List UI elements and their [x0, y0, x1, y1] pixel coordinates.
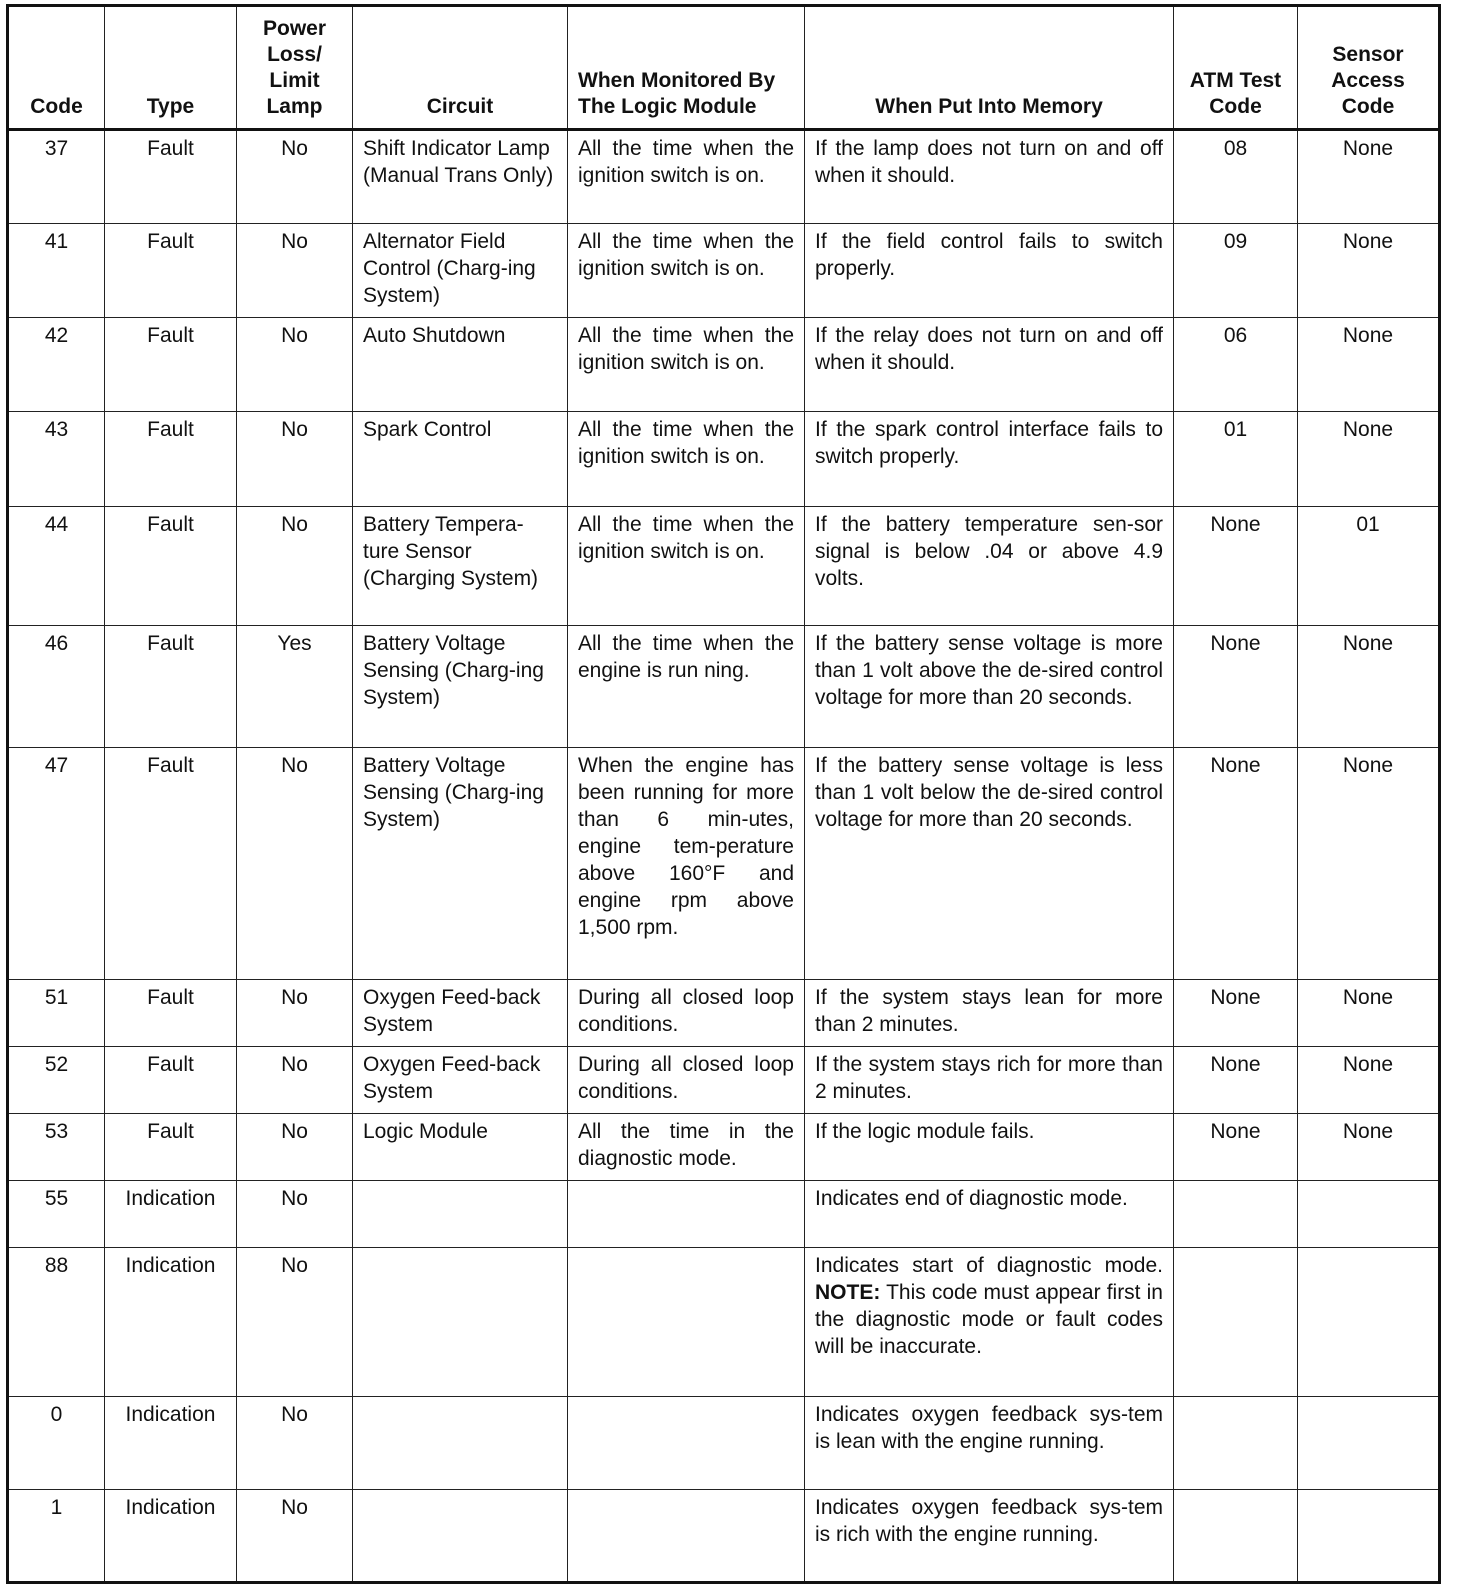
cell-type: Indication: [105, 1489, 237, 1582]
cell-memory: If the logic module fails.: [805, 1114, 1174, 1181]
cell-monitored: [568, 1489, 805, 1582]
header-sensor: Sensor Access Code: [1298, 6, 1440, 130]
cell-memory: Indicates oxygen feedback sys-tem is lean with the engine running.: [805, 1396, 1174, 1489]
header-monitored: When Monitored By The Logic Module: [568, 6, 805, 130]
table-row: [8, 224, 1440, 318]
cell-type: Fault: [105, 1114, 237, 1181]
cell-atm: 08: [1174, 130, 1298, 224]
table-row: [8, 506, 1440, 625]
cell-type: Fault: [105, 1047, 237, 1114]
cell-sensor: None: [1298, 130, 1440, 224]
cell-memory: Indicates end of diagnostic mode.: [805, 1180, 1174, 1247]
cell-circuit: Battery Voltage Sensing (Charg-ing System): [353, 626, 568, 748]
cell-atm: None: [1174, 980, 1298, 1047]
cell-lamp: No: [237, 506, 353, 625]
cell-type: Fault: [105, 506, 237, 625]
cell-atm: [1174, 1489, 1298, 1582]
cell-circuit: Oxygen Feed-back System: [353, 980, 568, 1047]
cell-sensor: None: [1298, 318, 1440, 412]
cell-lamp: No: [237, 1180, 353, 1247]
cell-atm: [1174, 1247, 1298, 1396]
cell-circuit: [353, 1247, 568, 1396]
cell-type: Fault: [105, 747, 237, 980]
cell-circuit: Spark Control: [353, 412, 568, 506]
cell-code: 1: [8, 1489, 105, 1582]
cell-lamp: No: [237, 1489, 353, 1582]
cell-code: 55: [8, 1180, 105, 1247]
cell-atm: 09: [1174, 224, 1298, 318]
cell-circuit: [353, 1396, 568, 1489]
table-row: [8, 980, 1440, 1047]
table-row: [8, 1047, 1440, 1114]
cell-sensor: 01: [1298, 506, 1440, 625]
cell-memory: If the spark control interface fails to switch properly.: [805, 412, 1174, 506]
cell-memory: If the system stays rich for more than 2 minutes.: [805, 1047, 1174, 1114]
cell-lamp: No: [237, 130, 353, 224]
cell-sensor: [1298, 1180, 1440, 1247]
cell-type: Fault: [105, 318, 237, 412]
cell-memory: If the lamp does not turn on and off when it should.: [805, 130, 1174, 224]
cell-memory: If the field control fails to switch properly.: [805, 224, 1174, 318]
cell-circuit: Auto Shutdown: [353, 318, 568, 412]
cell-memory: If the battery sense voltage is more than 1 volt above the de-sired control voltage for more than 20 seconds.: [805, 626, 1174, 748]
cell-type: Fault: [105, 224, 237, 318]
cell-atm: 01: [1174, 412, 1298, 506]
cell-code: 88: [8, 1247, 105, 1396]
cell-monitored: [568, 1180, 805, 1247]
cell-circuit: Logic Module: [353, 1114, 568, 1181]
cell-monitored: All the time when the ignition switch is on.: [568, 224, 805, 318]
table-body: [8, 130, 1440, 1583]
cell-code: 42: [8, 318, 105, 412]
cell-monitored: All the time when the ignition switch is on.: [568, 506, 805, 625]
cell-code: 41: [8, 224, 105, 318]
cell-type: Fault: [105, 980, 237, 1047]
fault-code-table: [6, 4, 1441, 1584]
cell-code: 46: [8, 626, 105, 748]
cell-memory: If the relay does not turn on and off when it should.: [805, 318, 1174, 412]
table-row: [8, 1396, 1440, 1489]
cell-type: Indication: [105, 1180, 237, 1247]
cell-type: Indication: [105, 1247, 237, 1396]
cell-monitored: During all closed loop conditions.: [568, 980, 805, 1047]
cell-sensor: None: [1298, 412, 1440, 506]
cell-monitored: All the time when the ignition switch is on.: [568, 130, 805, 224]
cell-type: Fault: [105, 130, 237, 224]
cell-lamp: No: [237, 747, 353, 980]
cell-sensor: [1298, 1489, 1440, 1582]
cell-code: 52: [8, 1047, 105, 1114]
cell-code: 37: [8, 130, 105, 224]
cell-code: 0: [8, 1396, 105, 1489]
cell-memory: If the battery sense voltage is less than 1 volt below the de-sired control voltage for more than 20 seconds.: [805, 747, 1174, 980]
cell-monitored: All the time when the ignition switch is on.: [568, 412, 805, 506]
cell-lamp: No: [237, 224, 353, 318]
table-row: [8, 1247, 1440, 1396]
cell-circuit: [353, 1180, 568, 1247]
cell-memory: If the system stays lean for more than 2 minutes.: [805, 980, 1174, 1047]
header-atm: ATM Test Code: [1174, 6, 1298, 130]
cell-circuit: Battery Tempera-ture Sensor (Charging System): [353, 506, 568, 625]
cell-sensor: None: [1298, 747, 1440, 980]
cell-code: 44: [8, 506, 105, 625]
cell-code: 51: [8, 980, 105, 1047]
cell-circuit: Oxygen Feed-back System: [353, 1047, 568, 1114]
cell-sensor: None: [1298, 1047, 1440, 1114]
cell-lamp: No: [237, 980, 353, 1047]
note-label: NOTE:: [815, 1280, 881, 1304]
cell-atm: None: [1174, 1114, 1298, 1181]
cell-monitored: [568, 1396, 805, 1489]
table-row: [8, 1489, 1440, 1582]
table-header: [8, 6, 1440, 130]
cell-type: Indication: [105, 1396, 237, 1489]
cell-atm: [1174, 1180, 1298, 1247]
cell-lamp: No: [237, 412, 353, 506]
cell-lamp: No: [237, 1396, 353, 1489]
header-lamp: Power Loss/ Limit Lamp: [237, 6, 353, 130]
header-code: Code: [8, 6, 105, 130]
cell-circuit: Alternator Field Control (Charg-ing System): [353, 224, 568, 318]
cell-lamp: No: [237, 318, 353, 412]
cell-sensor: None: [1298, 224, 1440, 318]
cell-atm: None: [1174, 506, 1298, 625]
memory-text: Indicates start of diagnostic mode.: [815, 1253, 1163, 1277]
note-text: This code must appear first in the diagnostic mode or fault codes will be inaccurate.: [815, 1280, 1163, 1358]
cell-atm: [1174, 1396, 1298, 1489]
cell-type: Fault: [105, 626, 237, 748]
cell-monitored: [568, 1247, 805, 1396]
cell-lamp: No: [237, 1247, 353, 1396]
cell-lamp: Yes: [237, 626, 353, 748]
cell-monitored: During all closed loop conditions.: [568, 1047, 805, 1114]
cell-sensor: None: [1298, 626, 1440, 748]
table-row: [8, 1180, 1440, 1247]
cell-atm: None: [1174, 747, 1298, 980]
cell-sensor: None: [1298, 980, 1440, 1047]
cell-memory: If the battery temperature sen-sor signal is below .04 or above 4.9 volts.: [805, 506, 1174, 625]
cell-monitored: When the engine has been running for more than 6 min-utes, engine tem-perature above 160°F and engine rpm above 1,500 rpm.: [568, 747, 805, 980]
table-row: [8, 318, 1440, 412]
table-row: [8, 1114, 1440, 1181]
cell-monitored: All the time when the ignition switch is on.: [568, 318, 805, 412]
cell-circuit: [353, 1489, 568, 1582]
cell-memory: Indicates oxygen feedback sys-tem is rich with the engine running.: [805, 1489, 1174, 1582]
cell-circuit: Battery Voltage Sensing (Charg-ing System): [353, 747, 568, 980]
cell-sensor: [1298, 1396, 1440, 1489]
cell-monitored: All the time in the diagnostic mode.: [568, 1114, 805, 1181]
cell-code: 43: [8, 412, 105, 506]
cell-memory: [805, 1247, 1174, 1396]
cell-sensor: None: [1298, 1114, 1440, 1181]
cell-atm: None: [1174, 1047, 1298, 1114]
table-row: [8, 626, 1440, 748]
table-row: [8, 130, 1440, 224]
cell-circuit: Shift Indicator Lamp (Manual Trans Only): [353, 130, 568, 224]
cell-lamp: No: [237, 1114, 353, 1181]
header-type: Type: [105, 6, 237, 130]
cell-monitored: All the time when the engine is run ning.: [568, 626, 805, 748]
header-memory: When Put Into Memory: [805, 6, 1174, 130]
cell-lamp: No: [237, 1047, 353, 1114]
table-row: [8, 747, 1440, 980]
cell-atm: None: [1174, 626, 1298, 748]
table-row: [8, 412, 1440, 506]
cell-type: Fault: [105, 412, 237, 506]
cell-atm: 06: [1174, 318, 1298, 412]
cell-code: 53: [8, 1114, 105, 1181]
header-circuit: Circuit: [353, 6, 568, 130]
cell-sensor: [1298, 1247, 1440, 1396]
cell-code: 47: [8, 747, 105, 980]
